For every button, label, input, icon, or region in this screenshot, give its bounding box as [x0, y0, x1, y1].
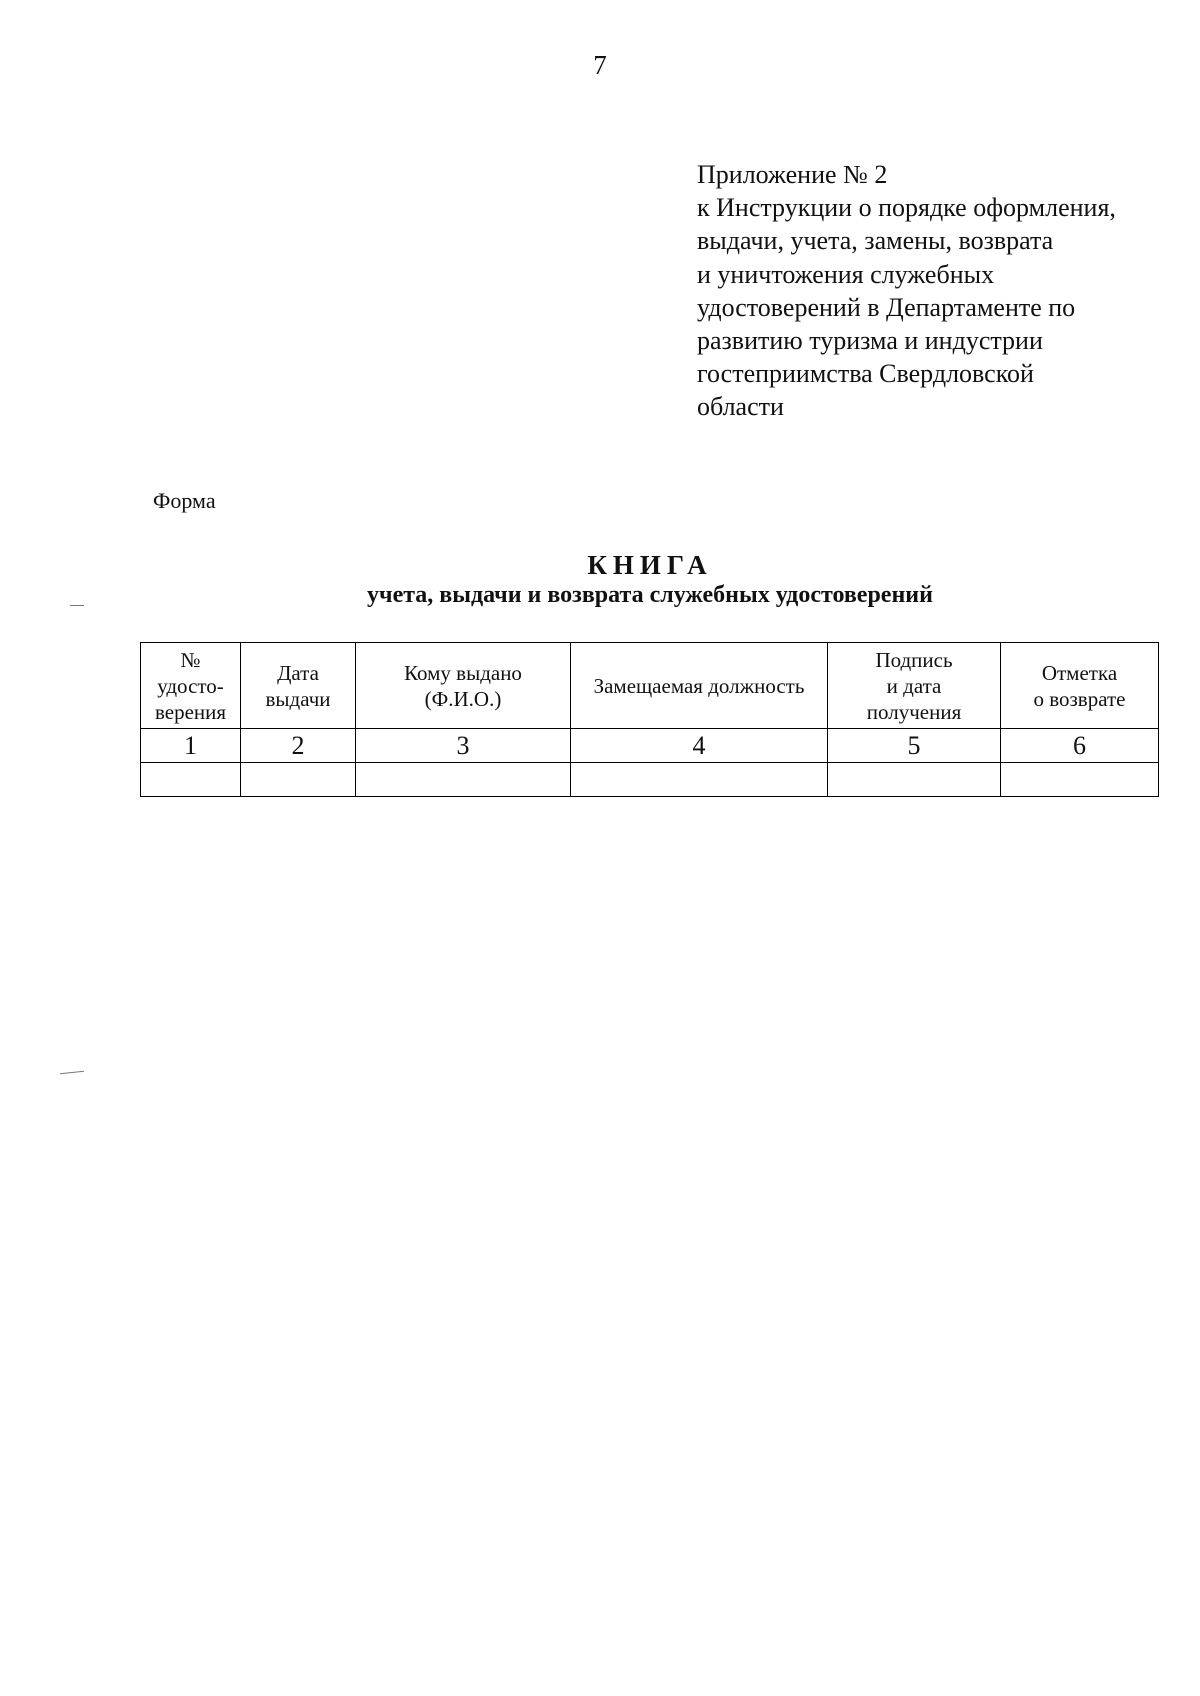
header-text: и дата [886, 673, 942, 698]
column-number: 3 [356, 729, 571, 763]
empty-cell [241, 763, 356, 797]
document-subtitle: учета, выдачи и возврата служебных удостоверений [367, 582, 933, 608]
header-text: о возврате [1033, 686, 1126, 711]
header-text: Замещаемая должность [593, 673, 805, 698]
form-label: Форма [153, 488, 216, 513]
column-number: 6 [1001, 729, 1159, 763]
appendix-line: и уничтожения служебных [697, 259, 995, 289]
header-text: (Ф.И.О.) [424, 686, 502, 711]
appendix-line: удостоверений в Департаменте по [697, 292, 1076, 322]
column-number: 4 [571, 729, 828, 763]
scan-mark [60, 1071, 84, 1075]
header-signature-date [828, 643, 1001, 729]
column-number: 2 [241, 729, 356, 763]
empty-entry-row [141, 763, 1159, 797]
document-title: КНИГА [587, 550, 713, 580]
table-header-row [141, 643, 1159, 729]
empty-cell [356, 763, 571, 797]
appendix-line: к Инструкции о порядке оформления, [697, 193, 1116, 223]
header-text: Кому выдано [404, 660, 522, 685]
appendix-line: области [697, 392, 784, 422]
empty-cell [1001, 763, 1159, 797]
empty-cell [571, 763, 828, 797]
header-text: Дата [277, 660, 319, 685]
header-text: Подпись [875, 647, 953, 672]
scan-mark [70, 605, 84, 606]
header-text: № [180, 647, 201, 672]
column-number-row [141, 729, 1159, 763]
appendix-line: гостеприимства Свердловской [697, 359, 1034, 389]
header-text: Отметка [1041, 660, 1118, 685]
header-text: верения [154, 699, 227, 724]
header-certificate-number [141, 643, 241, 729]
header-issued-to [356, 643, 571, 729]
header-return-mark [1001, 643, 1159, 729]
header-text: получения [866, 699, 962, 724]
header-text: выдачи [265, 686, 331, 711]
header-issue-date [241, 643, 356, 729]
appendix-reference [697, 158, 1167, 424]
registry-table [140, 642, 1159, 797]
header-position [571, 643, 828, 729]
column-number: 1 [141, 729, 241, 763]
appendix-line: выдачи, учета, замены, возврата [697, 226, 1054, 256]
column-number: 5 [828, 729, 1001, 763]
appendix-line: Приложение № 2 [697, 160, 888, 189]
empty-cell [828, 763, 1001, 797]
page-number: 7 [593, 50, 607, 80]
appendix-line: развитию туризма и индустрии [697, 326, 1043, 356]
empty-cell [141, 763, 241, 797]
header-text: удосто- [157, 673, 224, 698]
